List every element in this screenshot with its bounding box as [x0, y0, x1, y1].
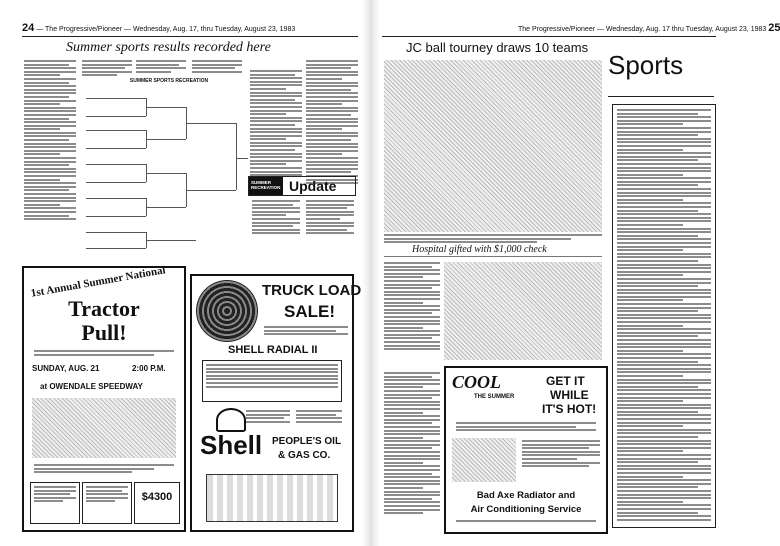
tractor-ad-title-1: Tractor: [68, 296, 140, 321]
truck-ad-sale-ends: [296, 410, 342, 424]
shell-logo-icon: [216, 408, 246, 432]
truck-ad-terms: [246, 410, 290, 424]
truck-ad-title-1: TRUCK LOAD: [262, 282, 362, 299]
hospital-headline-rule: [384, 256, 602, 257]
left-running-head: [22, 22, 295, 34]
hospital-text-column: [384, 262, 440, 352]
cool-ad-while: WHILE: [550, 388, 589, 402]
tractor-ad-time: 2:00 P.M.: [132, 364, 166, 373]
left-text-column-2: [82, 60, 132, 78]
cool-ad-company-1: Bad Axe Radiator and: [476, 490, 576, 501]
right-top-rule: [382, 36, 716, 37]
cool-ad-service-text: [522, 440, 600, 469]
update-tag-block: [249, 177, 283, 195]
page-fold: [362, 0, 380, 546]
tractor-ad-sponsor-box-1: [30, 482, 80, 524]
tractor-ad-prize-box: [134, 482, 180, 524]
left-folio-line: — The Progressive/Pioneer — Wednesday, Aug. 17, thru Tuesday, August 23, 1983: [36, 26, 296, 33]
update-tag-line-1: SUMMER: [251, 180, 271, 185]
team-photo: [384, 60, 602, 232]
truck-ad-dealer-1: PEOPLE'S OIL: [272, 436, 342, 447]
truck-ad-product: SHELL RADIAL II: [228, 344, 318, 356]
right-folio-line: The Progressive/Pioneer — Wednesday, Aug. 17 thru Tuesday, August 23, 1983: [518, 26, 767, 33]
tractor-ad-title-2: Pull!: [81, 320, 127, 345]
left-text-column-5: [250, 70, 302, 178]
truck-ad-dealer-2: & GAS CO.: [278, 450, 331, 461]
truck-image: [206, 474, 338, 522]
sports-header-rule: [608, 96, 714, 97]
update-tag-line-2: RECREATION: [251, 185, 281, 190]
left-text-column-6: [306, 60, 358, 186]
left-headline: Summer sports results recorded here: [66, 40, 271, 55]
tractor-ad-venue: at OWENDALE SPEEDWAY: [40, 382, 143, 391]
left-lower-text-column: [384, 372, 440, 516]
truck-ad-price-table: [202, 360, 342, 402]
left-top-rule: [22, 36, 358, 37]
tractor-ad-details: [34, 464, 174, 475]
cool-ad-company-2: Air Conditioning Service: [470, 504, 582, 515]
cool-ad-address: [456, 520, 596, 524]
standings-box: [612, 104, 716, 528]
truck-ad-title-2: SALE!: [284, 302, 335, 321]
shell-wordmark: Shell: [200, 430, 263, 460]
cool-ad-offer-text: [456, 422, 596, 433]
left-text-column-4: [192, 60, 242, 74]
tractor-ad-banner: 1st Annual Summer National: [29, 264, 167, 300]
air-conditioner-image: [452, 438, 516, 482]
hospital-headline: Hospital gifted with $1,000 check: [412, 244, 547, 255]
update-text-column-2: [306, 200, 354, 236]
cool-ad-summer: THE SUMMER: [474, 394, 515, 400]
bracket-heading: SUMMER SPORTS RECREATION: [129, 78, 209, 84]
right-page: [382, 18, 780, 540]
right-page-number: 25: [768, 22, 780, 34]
cool-ad-hot: IT'S HOT!: [542, 402, 597, 416]
right-headline: JC ball tourney draws 10 teams: [406, 40, 589, 55]
update-label: Update: [289, 178, 337, 194]
left-text-column-3: [136, 60, 186, 74]
update-box: [248, 176, 356, 196]
truck-ad-fineprint: [264, 326, 348, 337]
tractor-ad-fineprint: [34, 350, 174, 357]
left-page: [22, 18, 360, 540]
left-page-number: 24: [22, 22, 35, 34]
right-running-head: [518, 22, 780, 34]
hospital-check-photo: [444, 262, 602, 360]
update-text-column: [252, 200, 300, 236]
tractor-ad-sponsor-box-2: [82, 482, 132, 524]
cool-ad-get-it: GET IT: [546, 374, 585, 388]
tractor-photo: [32, 398, 176, 458]
cool-ad-cool: COOL: [452, 372, 501, 392]
tractor-ad-prize: $4300: [141, 491, 173, 503]
sports-section-title: Sports: [608, 50, 684, 80]
left-text-column-1: [24, 60, 76, 222]
bad-axe-radiator-ad: [444, 366, 608, 534]
truck-load-sale-ad: [190, 274, 362, 532]
tractor-ad-date: SUNDAY, AUG. 21: [32, 364, 100, 373]
sports-section-header: [608, 50, 714, 96]
tractor-pull-ad: [22, 266, 186, 532]
tire-image: [196, 280, 258, 342]
